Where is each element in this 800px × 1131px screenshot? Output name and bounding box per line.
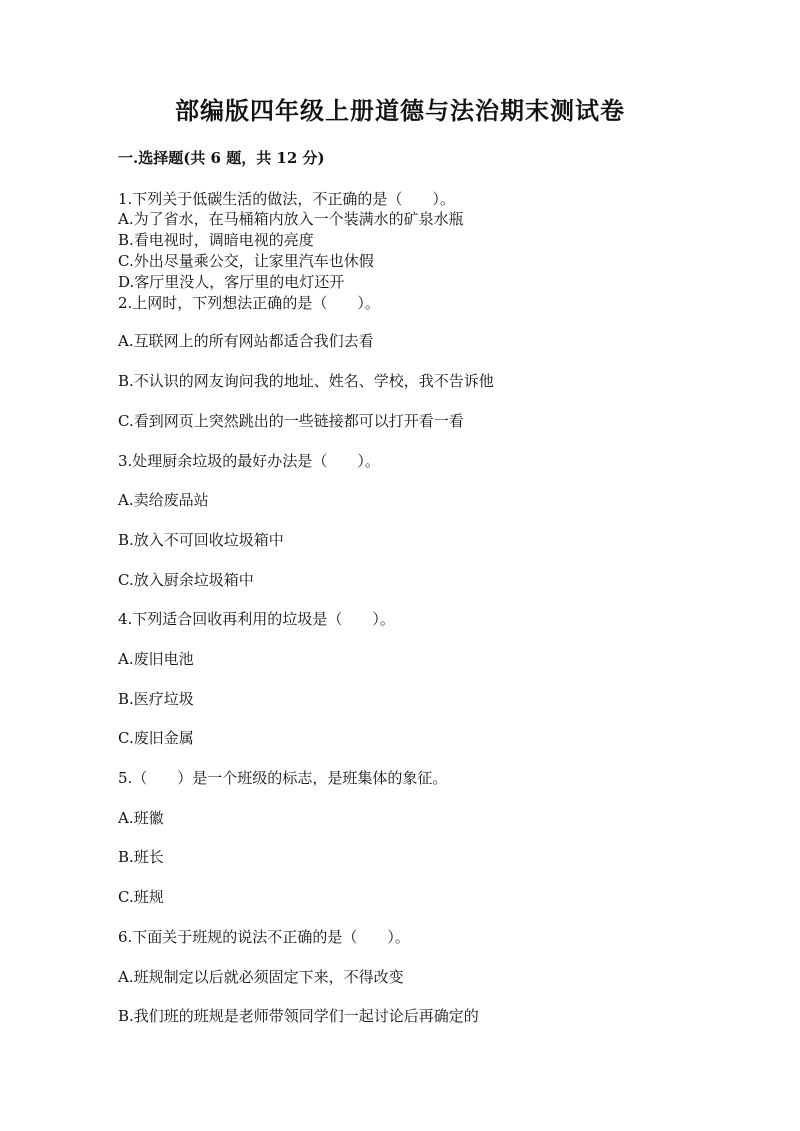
question-2-option-c: C.看到网页上突然跳出的一些链接都可以打开看一看 — [118, 412, 464, 430]
question-2-stem: 2.上网时，下列想法正确的是（ ）。 — [118, 294, 380, 312]
question-1-option-a: A.为了省水，在马桶箱内放入一个装满水的矿泉水瓶 — [118, 210, 464, 228]
question-4-option-b: B.医疗垃圾 — [118, 690, 194, 708]
question-1-stem: 1.下列关于低碳生活的做法，不正确的是（ ）。 — [118, 190, 455, 208]
question-1-option-c: C.外出尽量乘公交，让家里汽车也休假 — [118, 252, 374, 270]
question-3-option-c: C.放入厨余垃圾箱中 — [118, 571, 254, 589]
question-2-option-a: A.互联网上的所有网站都适合我们去看 — [118, 332, 374, 350]
question-4-stem: 4.下列适合回收再利用的垃圾是（ ）。 — [118, 610, 395, 628]
question-2-option-b: B.不认识的网友询问我的地址、姓名、学校，我不告诉他 — [118, 372, 494, 390]
question-5-option-a: A.班徽 — [118, 809, 164, 827]
question-4-option-c: C.废旧金属 — [118, 729, 194, 747]
question-1-option-b: B.看电视时，调暗电视的亮度 — [118, 231, 314, 249]
document-title: 部编版四年级上册道德与法治期末测试卷 — [175, 96, 625, 125]
question-1-option-d: D.客厅里没人，客厅里的电灯还开 — [118, 273, 345, 291]
question-6-option-b: B.我们班的班规是老师带领同学们一起讨论后再确定的 — [118, 1007, 479, 1025]
question-5-option-c: C.班规 — [118, 888, 164, 906]
question-6-option-a: A.班规制定以后就必须固定下来，不得改变 — [118, 968, 404, 986]
question-4-option-a: A.废旧电池 — [118, 650, 194, 668]
section-heading: 一.选择题(共 6 题，共 12 分) — [118, 149, 325, 167]
question-5-option-b: B.班长 — [118, 848, 164, 866]
question-3-option-a: A.卖给废品站 — [118, 491, 209, 509]
question-3-option-b: B.放入不可回收垃圾箱中 — [118, 531, 284, 549]
question-3-stem: 3.处理厨余垃圾的最好办法是（ ）。 — [118, 452, 380, 470]
question-5-stem: 5.（ ）是一个班级的标志，是班集体的象征。 — [118, 769, 448, 787]
question-6-stem: 6.下面关于班规的说法不正确的是（ ）。 — [118, 928, 410, 946]
